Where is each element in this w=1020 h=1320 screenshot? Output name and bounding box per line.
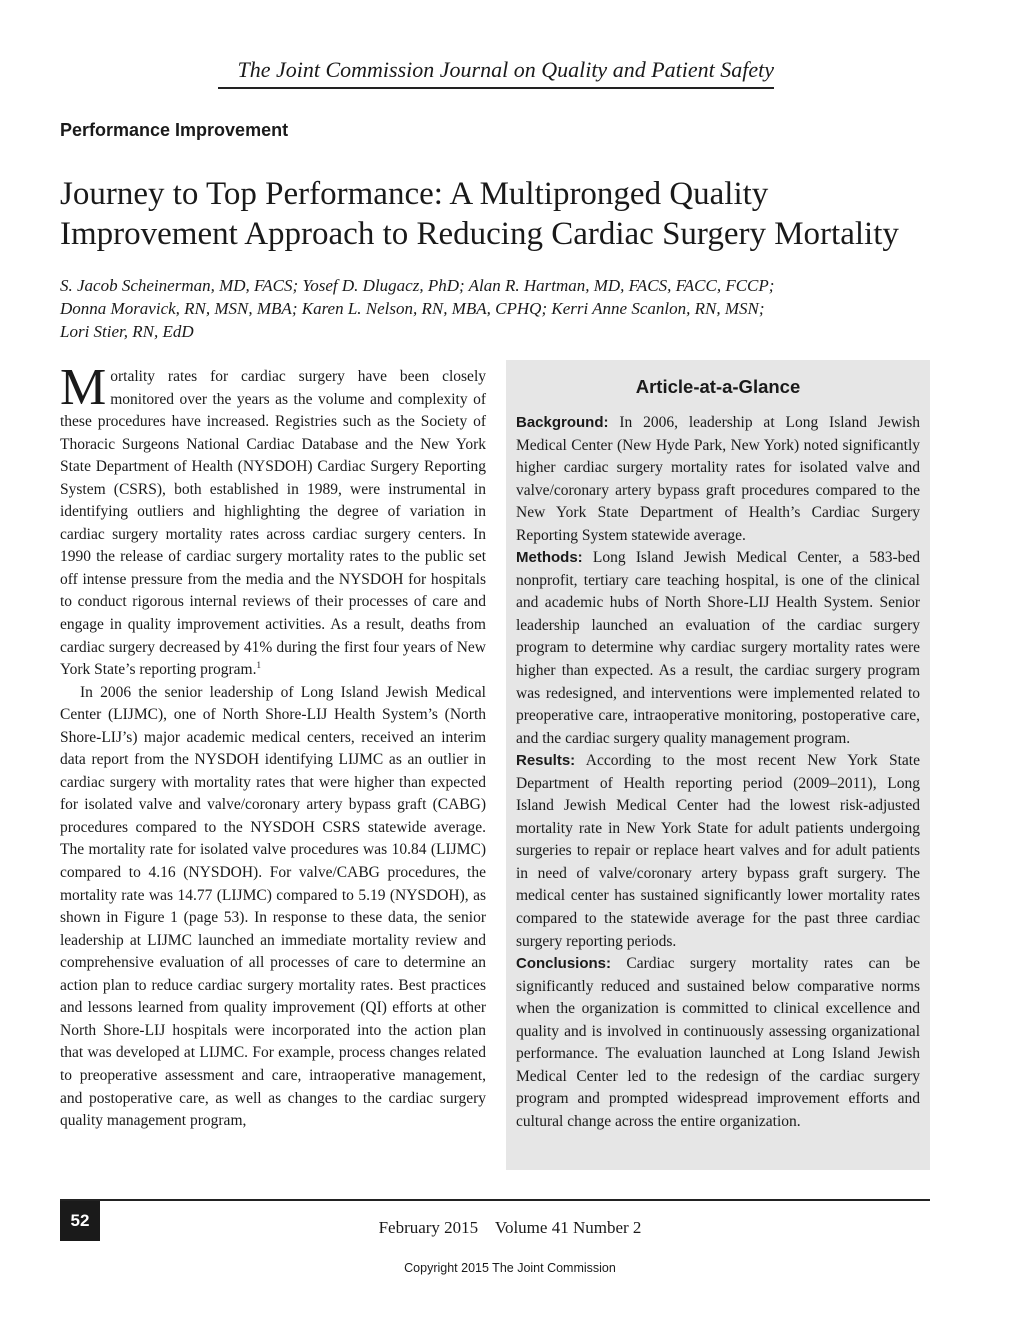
body-paragraph-1 — [60, 359, 486, 682]
copyright: Copyright 2015 The Joint Commission — [404, 1261, 616, 1275]
conclusions-text: Cardiac surgery mortality rates can be significantly reduced and sustained below comparative norms when the organization is committed to clinical excellence and quality and is involved in continuously assessing organizational performance. The evaluation launched at Long Island Jewish Medical Center led to the redesign of the cardiac surgery program and prompted widespread improvement efforts and cultural change across the entire organization. — [516, 955, 921, 1130]
body-column — [60, 359, 486, 1133]
body-paragraph-2: In 2006 the senior leadership of Long Island Jewish Medical Center (LIJMC), one of North Shore-LIJ Health System’s (North Shore-LIJ’s) major academic medical centers, received an interim data report from the NYSDOH identifying LIJMC as an outlier in cardiac surgery with mortality rates that were higher than expected for isolated valve and valve/coronary artery bypass graft (CABG) procedures compared to the NYSDOH CSRS statewide average. The mortality rate for isolated valve procedures was 10.84 (LIJMC) compared to 4.16 (NYSDOH). For valve/CABG procedures, the mortality rate was 14.77 (LIJMC) compared to 5.19 (NYSDOH), as shown in Figure 1 (page 53). In response to these data, the senior leadership at LIJMC launched an immediate mortality review and comprehensive evaluation of all processes of care to determine an action plan to reduce cardiac surgery mortality rates. Best practices and lessons learned from quality improvement (QI) efforts at other North Shore-LIJ hospitals were incorporated into the action plan that was developed at LIJMC. For example, process changes related to preoperative assessment and care, intraoperative management, and postoperative care, as well as changes to the cardiac surgery quality management program, — [60, 683, 486, 1130]
background-text: In 2006, leadership at Long Island Jewish Medical Center (New Hyde Park, New York) noted significantly higher cardiac surgery mortality rates for isolated valve and valve/coronary artery bypass graft procedures compared to the New York State Department of Health’s Cardiac Surgery Reporting System statewide average. — [516, 414, 920, 544]
results-label: Results: — [516, 752, 576, 770]
results-text: According to the most recent New York State Department of Health reporting period (2009–2011), Long Island Jewish Medical Center had the lowest risk-adjusted mortality rate in New York State for adult patients undergoing surgeries to repair or replace heart valves and for adult patients in need of valve/coronary artery bypass graft surgery. The medical center has sustained significantly lower mortality rates compared to the statewide average for the past three cardiac surgery reporting periods. — [516, 752, 920, 950]
author-line-3: Lori Stier, RN, EdD — [60, 322, 194, 341]
author-line-2: Donna Moravick, RN, MSN, MBA; Karen L. Nelson, RN, MBA, CPHQ; Kerri Anne Scanlon, RN, MSN; — [60, 299, 765, 318]
footer-rule — [60, 1199, 930, 1201]
glance-background — [516, 412, 920, 547]
page-number: 52 — [60, 1201, 100, 1241]
conclusions-label: Conclusions: — [516, 955, 612, 973]
background-label: Background: — [516, 414, 609, 431]
article-title: Journey to Top Performance: A Multipronged Quality Improvement Approach to Reducing Cardiac Surgery Mortality — [60, 176, 899, 252]
author-list — [60, 274, 880, 343]
glance-conclusions — [516, 953, 920, 1133]
glance-title: Article-at-a-Glance — [635, 376, 801, 397]
journal-header: The Joint Commission Journal on Quality and Patient Safety — [218, 56, 774, 89]
author-line-1: S. Jacob Scheinerman, MD, FACS; Yosef D. Dlugacz, PhD; Alan R. Hartman, MD, FACS, FACC, FCCP; — [60, 276, 775, 295]
methods-label: Methods: — [516, 549, 583, 567]
issue-info: February 2015 Volume 41 Number 2 — [378, 1218, 642, 1237]
drop-cap: M — [60, 359, 107, 416]
body-paragraph-1-text: ortality rates for cardiac surgery have been closely monitored over the years as the volume and complexity of these procedures have increased. Registries such as the Society of Thoracic Surgeons National Cardiac Database and the New York State Department of Health (NYSDOH) Cardiac Surgery Reporting System (CSRS), both established in 1989, were instrumental in identifying outliers and highlighting the degree of variation in cardiac surgery mortality rates across cardiac surgery centers. In 1990 the release of cardiac surgery mortality rates to the public set off intense pressure from the media and the NYSDOH for hospitals to conduct rigorous internal reviews of their processes of care and engage in quality improvement activities. As a result, deaths from cardiac surgery decreased by 41% during the first four years of New York State’s reporting program. — [60, 368, 486, 679]
glance-results — [516, 750, 920, 953]
article-at-a-glance-box — [506, 360, 930, 1170]
reference-marker[interactable]: 1 — [256, 659, 261, 670]
section-label: Performance Improvement — [60, 120, 289, 140]
methods-text: Long Island Jewish Medical Center, a 583-bed nonprofit, tertiary care teaching hospital, is one of the clinical and academic hubs of North Shore-LIJ Health System. Senior leadership launched an evaluation of the cardiac surgery program to determine why cardiac surgery mortality rates were higher than expected. As a result, the cardiac surgery program was redesigned, and interventions were implemented related to preoperative care, intraoperative monitoring, postoperative care, and the cardiac surgery quality management program. — [516, 549, 920, 747]
glance-methods — [516, 547, 920, 750]
